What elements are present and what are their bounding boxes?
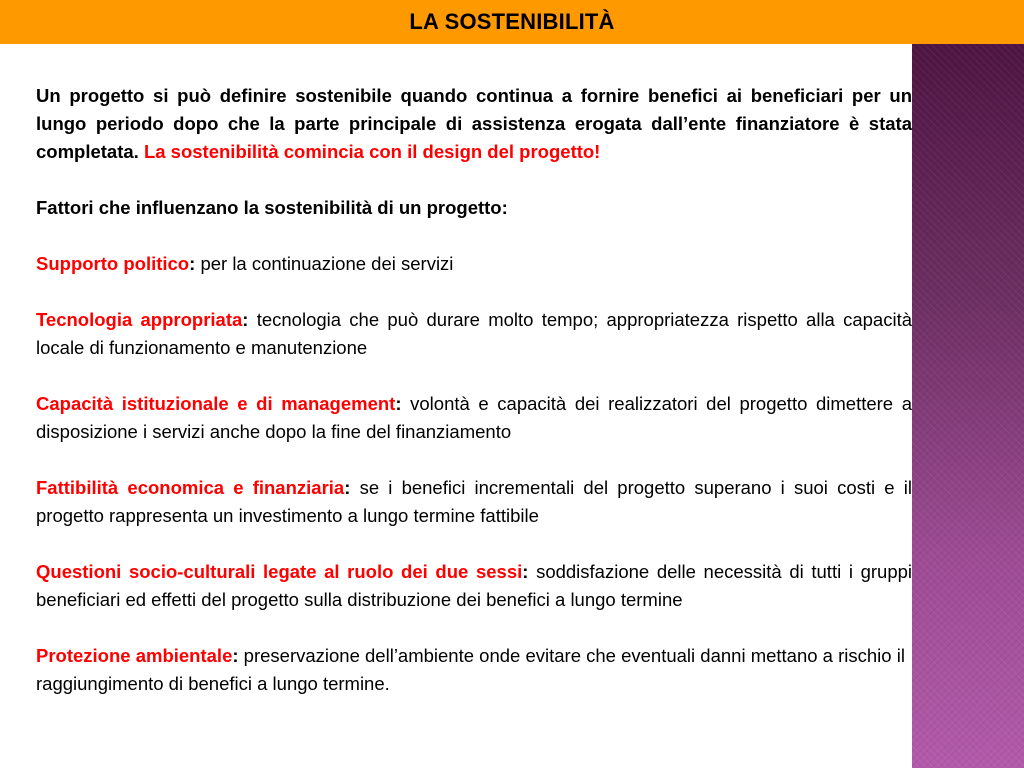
intro-highlight: La sostenibilità comincia con il design del progetto! [143, 141, 601, 162]
factor-description: preservazione dell’ambiente onde evitare che eventuali danni mettano a rischio il raggiungimento di benefici a lungo termine. [36, 645, 905, 694]
factor-term: Capacità istituzionale e di management [36, 393, 396, 414]
title-bar [0, 0, 1024, 44]
factor-term: Supporto politico [36, 253, 190, 274]
factor-item-capacita [36, 390, 912, 446]
factor-description: per la continuazione dei servizi [200, 253, 454, 274]
factor-term: Tecnologia appropriata [36, 309, 243, 330]
factor-item-fattibilita [36, 474, 912, 530]
factors-heading: Fattori che influenzano la sostenibilità di un progetto: [36, 197, 508, 218]
factor-term: Questioni socio-culturali legate al ruolo dei due sessi [36, 561, 523, 582]
factor-colon: : [189, 253, 196, 274]
factor-item-questioni [36, 558, 912, 614]
factor-description: soddisfazione delle necessità di tutti i gruppi beneficiari ed effetti del progetto sulla distribuzione dei benefici a lungo termine [36, 561, 913, 610]
factor-colon: : [242, 309, 249, 330]
factor-term: Fattibilità economica e finanziaria [36, 477, 345, 498]
factor-item-ambiente [36, 642, 912, 698]
factor-item-politico [36, 250, 912, 278]
factor-colon: : [395, 393, 402, 414]
decorative-side-panel [912, 44, 1024, 768]
factor-item-tecnologia [36, 306, 912, 362]
intro-paragraph [36, 82, 912, 166]
slide-body [36, 82, 912, 698]
factor-description: tecnologia che può durare molto tempo; appropriatezza rispetto alla capacità locale di funzionamento e manutenzione [36, 309, 912, 358]
factor-colon: : [232, 645, 239, 666]
intro-text: Un progetto si può definire sostenibile quando continua a fornire benefici ai beneficiari per un lungo periodo dopo che la parte principale di assistenza erogata dall’ente finanziatore è stata completata. [36, 85, 912, 162]
slide-title: LA SOSTENIBILITÀ [409, 9, 615, 34]
factor-description: volontà e capacità dei realizzatori del progetto dimettere a disposizione i servizi anche dopo la fine del finanziamento [36, 393, 913, 442]
factor-colon: : [522, 561, 529, 582]
factor-colon: : [344, 477, 351, 498]
factor-description: se i benefici incrementali del progetto superano i suoi costi e il progetto rappresenta un investimento a lungo termine fattibile [36, 477, 912, 526]
factor-term: Protezione ambientale [36, 645, 233, 666]
